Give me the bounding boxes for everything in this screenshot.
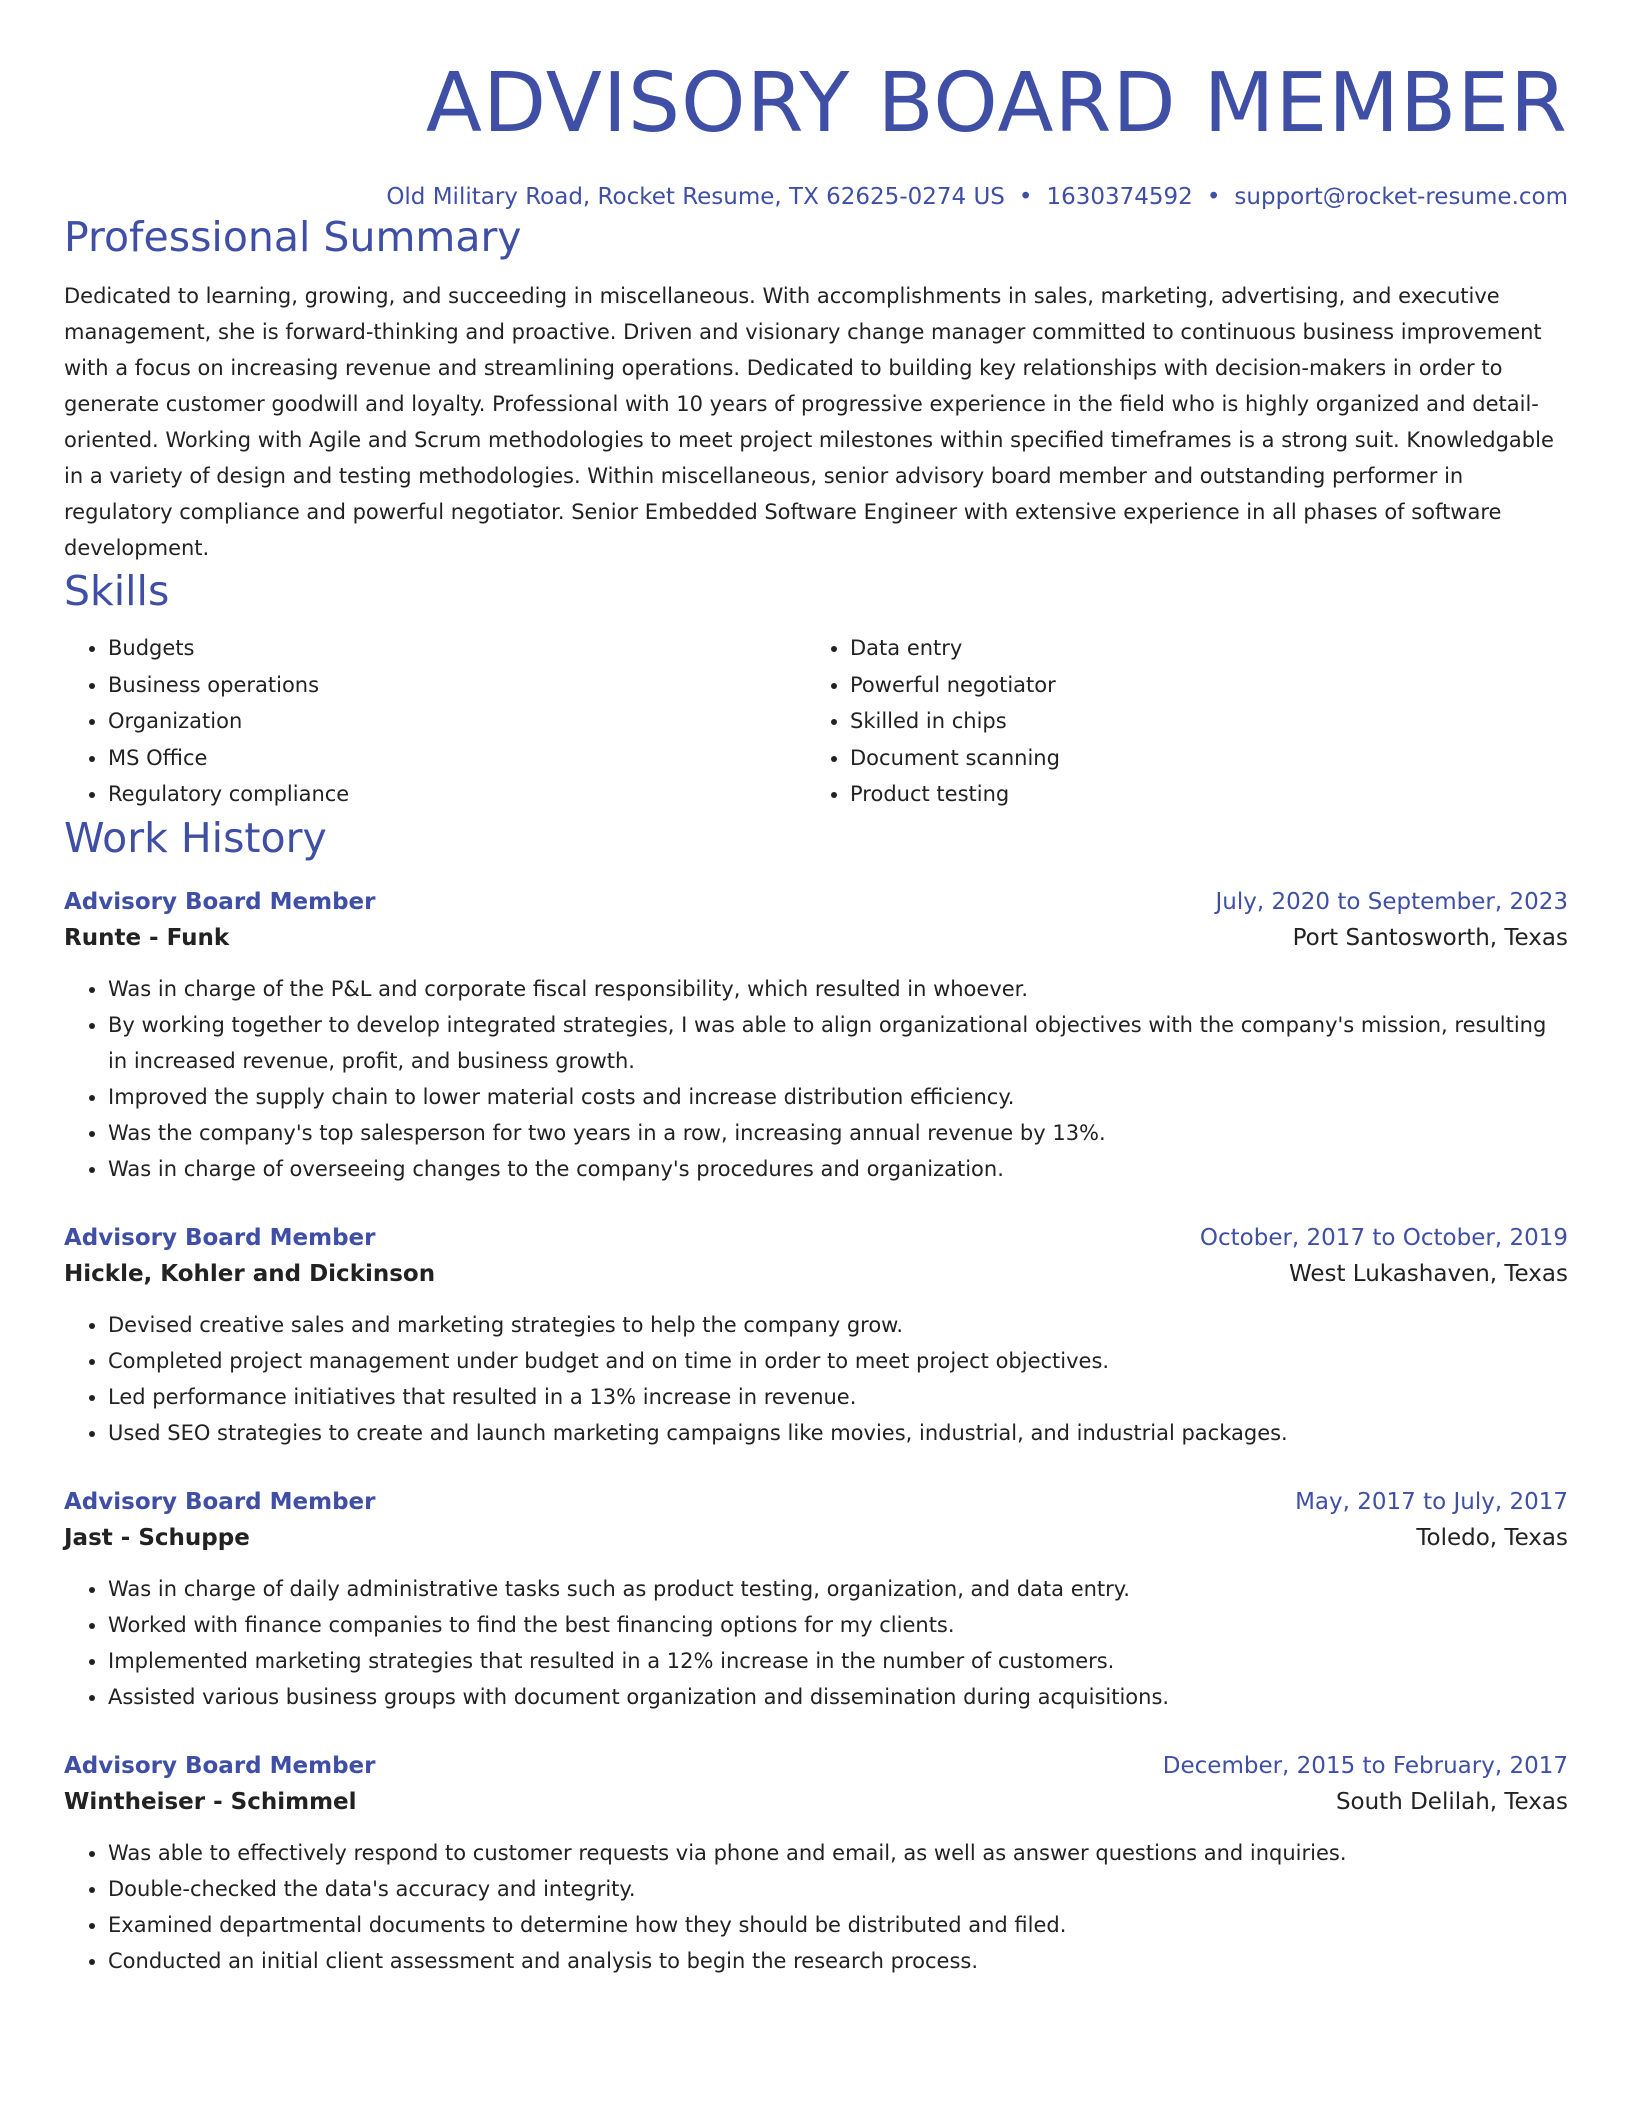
- job-location: South Delilah, Texas: [1335, 1788, 1568, 1815]
- job-entry: [64, 1749, 1568, 1979]
- job-entry: [64, 1485, 1568, 1715]
- job-location: West Lukashaven, Texas: [1288, 1260, 1568, 1287]
- job-title: Advisory Board Member: [64, 1224, 376, 1251]
- job-company: Wintheiser - Schimmel: [64, 1788, 357, 1815]
- skills-column-right: [806, 630, 1548, 813]
- job-title: Advisory Board Member: [64, 888, 376, 915]
- job-company: Hickle, Kohler and Dickinson: [64, 1260, 436, 1287]
- work-history-heading: Work History: [64, 813, 327, 862]
- skill-item: • Skilled in chips: [850, 703, 1548, 740]
- skill-item: • Powerful negotiator: [850, 667, 1548, 704]
- skill-item: • Product testing: [850, 776, 1548, 813]
- job-bullets: [64, 1571, 1568, 1715]
- job-entry: [64, 1221, 1568, 1451]
- job-bullet: • Assisted various business groups with document organization and dissemination during acquisitions.: [108, 1679, 1568, 1715]
- job-bullets: [64, 1835, 1568, 1979]
- contact-address: Old Military Road, Rocket Resume, TX 62625-0274 US: [386, 184, 1005, 210]
- contact-separator: •: [1206, 184, 1221, 210]
- job-dates: December, 2015 to February, 2017: [1162, 1752, 1568, 1779]
- job-bullet: • Was in charge of daily administrative tasks such as product testing, organization, and data entry.: [108, 1571, 1568, 1607]
- job-bullet: • By working together to develop integrated strategies, I was able to align organizational objectives with the company's mission, resulting in increased revenue, profit, and business growth.: [108, 1007, 1568, 1079]
- skill-item: • Budgets: [108, 630, 806, 667]
- skills-column-left: [64, 630, 806, 813]
- job-bullets: [64, 971, 1568, 1187]
- job-bullet: • Was in charge of the P&L and corporate fiscal responsibility, which resulted in whoever.: [108, 971, 1568, 1007]
- job-company: Jast - Schuppe: [64, 1524, 250, 1551]
- summary-heading: Professional Summary: [64, 213, 522, 261]
- job-bullet: • Worked with finance companies to find the best financing options for my clients.: [108, 1607, 1568, 1643]
- skill-item: • Regulatory compliance: [108, 776, 806, 813]
- job-bullet: • Was in charge of overseeing changes to the company's procedures and organization.: [108, 1151, 1568, 1187]
- job-bullets: [64, 1307, 1568, 1451]
- summary-text: Dedicated to learning, growing, and succeeding in miscellaneous. With accomplishments in sales, marketing, advertising, and executive management, she is forward-thinking and proactive. Driven and visionary change manager committed to continuous business improvement with a focus on increasing revenue and streamlining operations. Dedicated to building key relationships with decision-makers in order to generate customer goodwill and loyalty. Professional with 10 years of progressive experience in the field who is highly organized and detail-oriented. Working with Agile and Scrum methodologies to meet project milestones within specified timeframes is a strong suit. Knowledgable in a variety of design and testing methodologies. Within miscellaneous, senior advisory board member and outstanding performer in regulatory compliance and powerful negotiator. Senior Embedded Software Engineer with extensive experience in all phases of software development.: [64, 284, 1554, 560]
- job-bullet: • Was the company's top salesperson for two years in a row, increasing annual revenue by 13%.: [108, 1115, 1568, 1151]
- job-location: Port Santosworth, Texas: [1292, 924, 1568, 951]
- job-bullet: • Improved the supply chain to lower material costs and increase distribution efficiency.: [108, 1079, 1568, 1115]
- contact-line: [64, 182, 1568, 212]
- skills-list: [64, 630, 1568, 813]
- job-bullet: • Conducted an initial client assessment and analysis to begin the research process.: [108, 1943, 1568, 1979]
- job-bullet: • Was able to effectively respond to customer requests via phone and email, as well as answer questions and inquiries.: [108, 1835, 1568, 1871]
- job-bullet: • Completed project management under budget and on time in order to meet project objectives.: [108, 1343, 1568, 1379]
- skill-item: • MS Office: [108, 740, 806, 777]
- job-dates: October, 2017 to October, 2019: [1199, 1224, 1568, 1251]
- skill-item: • Organization: [108, 703, 806, 740]
- contact-email[interactable]: support@rocket-resume.com: [1234, 184, 1568, 210]
- skills-heading: Skills: [64, 567, 170, 615]
- job-dates: May, 2017 to July, 2017: [1295, 1488, 1568, 1515]
- job-bullet: • Implemented marketing strategies that resulted in a 12% increase in the number of customers.: [108, 1643, 1568, 1679]
- job-title: Advisory Board Member: [64, 1752, 376, 1779]
- contact-phone: 1630374592: [1046, 184, 1193, 210]
- contact-separator: •: [1018, 184, 1033, 210]
- resume-page: [64, 0, 1568, 1979]
- job-bullet: • Devised creative sales and marketing strategies to help the company grow.: [108, 1307, 1568, 1343]
- job-bullet: • Used SEO strategies to create and launch marketing campaigns like movies, industrial, and industrial packages.: [108, 1415, 1568, 1451]
- skill-item: • Document scanning: [850, 740, 1548, 777]
- job-bullet: • Led performance initiatives that resulted in a 13% increase in revenue.: [108, 1379, 1568, 1415]
- job-title: Advisory Board Member: [64, 1488, 376, 1515]
- skill-item: • Business operations: [108, 667, 806, 704]
- resume-title: ADVISORY BOARD MEMBER: [425, 56, 1568, 151]
- job-bullet: • Double-checked the data's accuracy and integrity.: [108, 1871, 1568, 1907]
- job-company: Runte - Funk: [64, 924, 230, 951]
- job-location: Toledo, Texas: [1416, 1524, 1568, 1551]
- job-dates: July, 2020 to September, 2023: [1215, 888, 1568, 915]
- job-bullet: • Examined departmental documents to determine how they should be distributed and filed.: [108, 1907, 1568, 1943]
- skill-item: • Data entry: [850, 630, 1548, 667]
- job-entry: [64, 885, 1568, 1187]
